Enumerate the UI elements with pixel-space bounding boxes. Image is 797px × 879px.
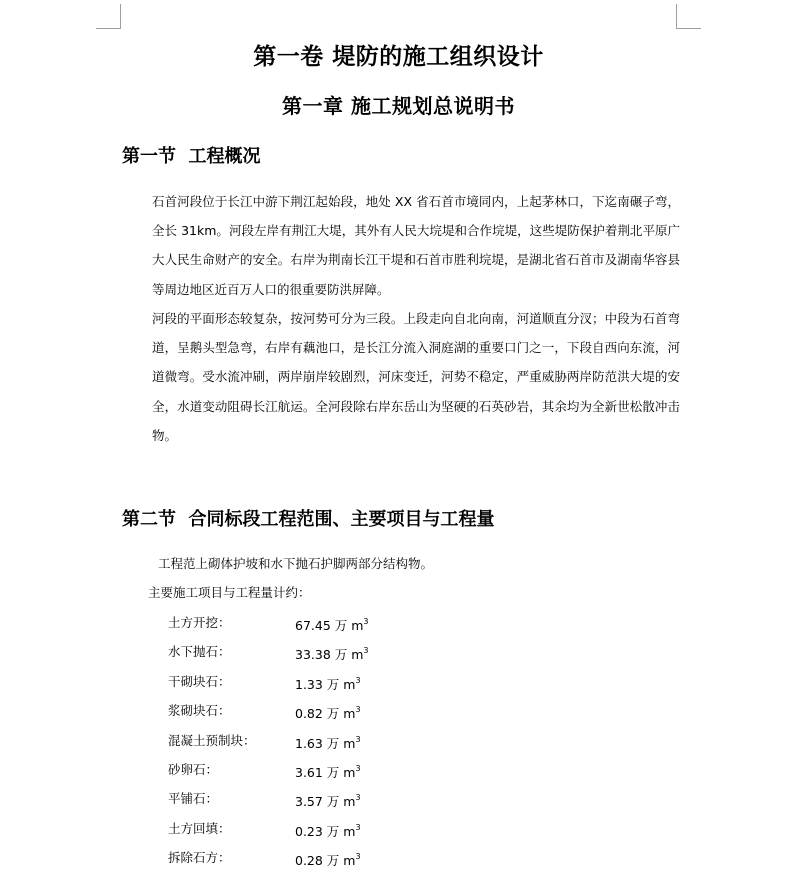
quantity-value-text: 0.82 万 m (295, 706, 356, 722)
quantity-value-text: 0.23 万 m (295, 824, 356, 840)
section1-heading: 第一节 工程概况 (122, 146, 261, 167)
quantity-value-text: 3.57 万 m (295, 794, 356, 810)
main-items-line: 主要施工项目与工程量计约： (148, 585, 311, 600)
quantity-item-value (295, 732, 361, 753)
quantity-item-name: 浆砌块石： (168, 703, 231, 718)
quantity-item-value (295, 790, 361, 811)
chapter-title: 第一章 施工规划总说明书 (282, 94, 515, 118)
scope-line: 工程范上砌体护坡和水下抛石护脚两部分结构物。 (158, 556, 434, 571)
quantity-item-value (295, 673, 361, 694)
unit-superscript: 3 (355, 852, 361, 861)
quantity-value-text: 1.63 万 m (295, 736, 356, 752)
unit-superscript: 3 (363, 617, 369, 626)
quantity-item-name: 土方开挖： (168, 615, 231, 630)
quantity-value-text: 33.38 万 m (295, 647, 364, 663)
section1-paragraph-1: 石首河段位于长江中游下荆江起始段，地处 XX 省石首市境同内，上起茅林口，下迄南碾子弯，全长 31km。河段左岸有荆江大堤，其外有人民大垸堤和合作垸堤，这些堤防保护着荆北平原广大人民生命财产的安全。右岸为荆南长江干堤和石首市胜利垸堤，是湖北省石首市及湖南华容县等周边地区近百万人口的很重要防洪屏障。 (152, 194, 680, 297)
quantity-item-value (295, 761, 361, 782)
quantity-item-name: 混凝土预制块： (168, 733, 256, 748)
quantity-value-text: 67.45 万 m (295, 618, 364, 634)
unit-superscript: 3 (355, 823, 361, 832)
page-corner-mark-top-right (676, 4, 701, 29)
quantity-value-text: 1.33 万 m (295, 677, 356, 693)
quantity-item-value (295, 643, 369, 664)
section2-heading: 第二节 合同标段工程范围、主要项目与工程量 (122, 509, 495, 530)
volume-title: 第一卷 堤防的施工组织设计 (253, 44, 544, 70)
page-corner-mark-top-left (96, 4, 121, 29)
unit-superscript: 3 (355, 676, 361, 685)
quantity-value-text: 0.28 万 m (295, 853, 356, 869)
quantity-item-name: 土方回填： (168, 821, 231, 836)
quantity-value-text: 3.61 万 m (295, 765, 356, 781)
quantity-item-value (295, 820, 361, 841)
quantity-item-name: 干砌块石： (168, 674, 231, 689)
unit-superscript: 3 (363, 646, 369, 655)
section1-paragraph-2: 河段的平面形态较复杂，按河势可分为三段。上段走向自北向南，河道顺直分汊；中段为石首弯道，呈鹅头型急弯，右岸有藕池口，是长江分流入洞庭湖的重要口门之一，下段自西向东流，河道微弯。受水流冲刷，两岸崩岸较剧烈，河床变迁，河势不稳定，严重威胁两岸防范洪大堤的安全，水道变动阻碍长江航运。全河段除右岸东岳山为坚硬的石英砂岩，其余均为全新世松散冲击物。 (152, 311, 680, 443)
quantity-item-name: 拆除石方： (168, 850, 231, 865)
quantity-item-value (295, 849, 361, 870)
quantity-item-value (295, 614, 369, 635)
unit-superscript: 3 (355, 764, 361, 773)
quantity-item-name: 砂卵石： (168, 762, 219, 777)
quantity-item-name: 平铺石： (168, 791, 219, 806)
unit-superscript: 3 (355, 793, 361, 802)
unit-superscript: 3 (355, 705, 361, 714)
unit-superscript: 3 (355, 735, 361, 744)
quantity-item-name: 水下抛石： (168, 644, 231, 659)
quantity-item-value (295, 702, 361, 723)
